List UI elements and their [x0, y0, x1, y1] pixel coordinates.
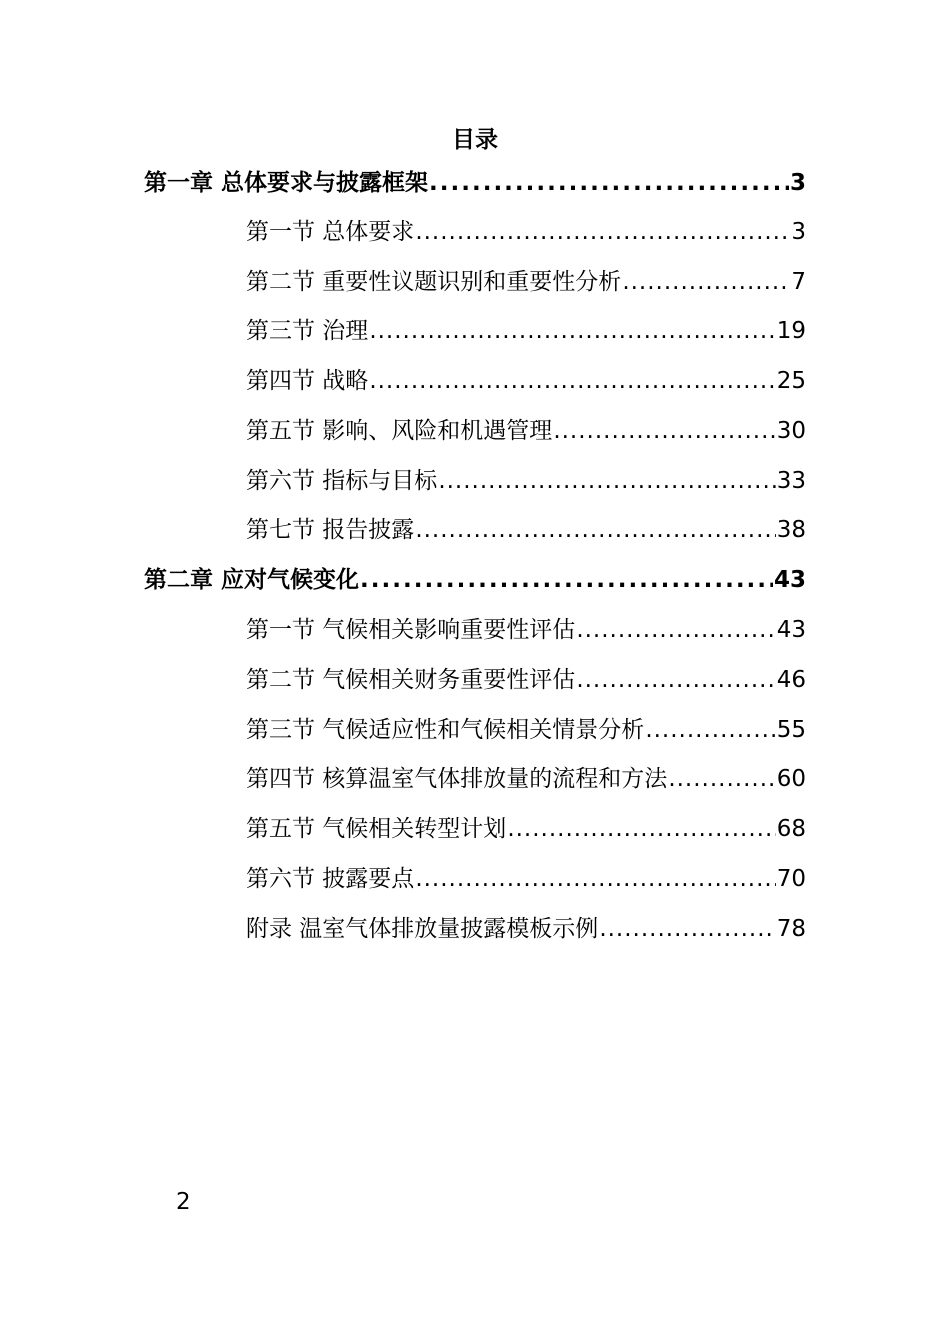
toc-entry-label: 第五节 气候相关转型计划 [246, 816, 507, 842]
toc-entry-label: 第七节 报告披露 [246, 517, 415, 543]
toc-entry-page: 55 [776, 717, 806, 743]
toc-entry-page: 43 [773, 567, 806, 593]
toc-dot-leader [599, 912, 775, 946]
toc-dot-leader [369, 314, 775, 348]
toc-section-entry[interactable] [246, 464, 806, 498]
toc-section-entry[interactable] [246, 314, 806, 348]
toc-section-entry[interactable] [246, 663, 806, 697]
toc-entry-label: 第四节 战略 [246, 368, 369, 394]
toc-entry-page: 46 [776, 667, 806, 693]
toc-dot-leader [507, 812, 775, 846]
toc-entry-label: 第六节 指标与目标 [246, 468, 438, 494]
toc-dot-leader [553, 414, 775, 448]
toc-entry-page: 70 [776, 866, 806, 892]
toc-entry-label: 第二节 重要性议题识别和重要性分析 [246, 269, 622, 295]
toc-dot-leader [415, 513, 775, 547]
toc-entry-label: 第三节 气候适应性和气候相关情景分析 [246, 717, 645, 743]
toc-section-entry[interactable] [246, 215, 806, 249]
toc-dot-leader [622, 265, 790, 299]
toc-entry-page: 68 [776, 816, 806, 842]
toc-entry-label: 第一节 气候相关影响重要性评估 [246, 617, 576, 643]
toc-chapter-entry[interactable] [144, 166, 806, 200]
toc-dot-leader [429, 166, 789, 200]
toc-section-entry[interactable] [246, 265, 806, 299]
toc-entry-page: 3 [789, 170, 806, 196]
toc-entry-label: 第五节 影响、风险和机遇管理 [246, 418, 553, 444]
toc-dot-leader [415, 862, 775, 896]
toc-section-entry[interactable] [246, 912, 806, 946]
toc-entry-page: 7 [791, 269, 806, 295]
toc-entry-label: 第二节 气候相关财务重要性评估 [246, 667, 576, 693]
toc-dot-leader [645, 713, 775, 747]
toc-entry-page: 25 [776, 368, 806, 394]
toc-dot-leader [369, 364, 775, 398]
toc-dot-leader [438, 464, 775, 498]
toc-section-entry[interactable] [246, 862, 806, 896]
page-number: 2 [176, 1189, 191, 1215]
toc-entry-page: 60 [776, 766, 806, 792]
toc-dot-leader [576, 663, 775, 697]
toc-section-entry[interactable] [246, 762, 806, 796]
toc-entry-page: 43 [776, 617, 806, 643]
toc-dot-leader [415, 215, 790, 249]
toc-entry-page: 30 [776, 418, 806, 444]
toc-entry-label: 第三节 治理 [246, 318, 369, 344]
toc-entry-label: 第一章 总体要求与披露框架 [144, 170, 429, 196]
toc-entry-page: 78 [776, 916, 806, 942]
toc-dot-leader [360, 563, 773, 597]
toc-section-entry[interactable] [246, 613, 806, 647]
toc-entry-label: 第二章 应对气候变化 [144, 567, 360, 593]
toc-section-entry[interactable] [246, 364, 806, 398]
toc-entry-page: 3 [791, 219, 806, 245]
toc-entry-page: 19 [776, 318, 806, 344]
toc-title: 目录 [452, 127, 498, 153]
toc-dot-leader [668, 762, 775, 796]
toc-section-entry[interactable] [246, 812, 806, 846]
toc-section-entry[interactable] [246, 513, 806, 547]
toc-entry-page: 33 [776, 468, 806, 494]
toc-entry-label: 第四节 核算温室气体排放量的流程和方法 [246, 766, 668, 792]
toc-entry-label: 第六节 披露要点 [246, 866, 415, 892]
toc-entry-label: 第一节 总体要求 [246, 219, 415, 245]
toc-chapter-entry[interactable] [144, 563, 806, 597]
toc-entry-label: 附录 温室气体排放量披露模板示例 [246, 916, 599, 942]
toc-section-entry[interactable] [246, 713, 806, 747]
toc-entry-page: 38 [776, 517, 806, 543]
toc-section-entry[interactable] [246, 414, 806, 448]
toc-dot-leader [576, 613, 775, 647]
